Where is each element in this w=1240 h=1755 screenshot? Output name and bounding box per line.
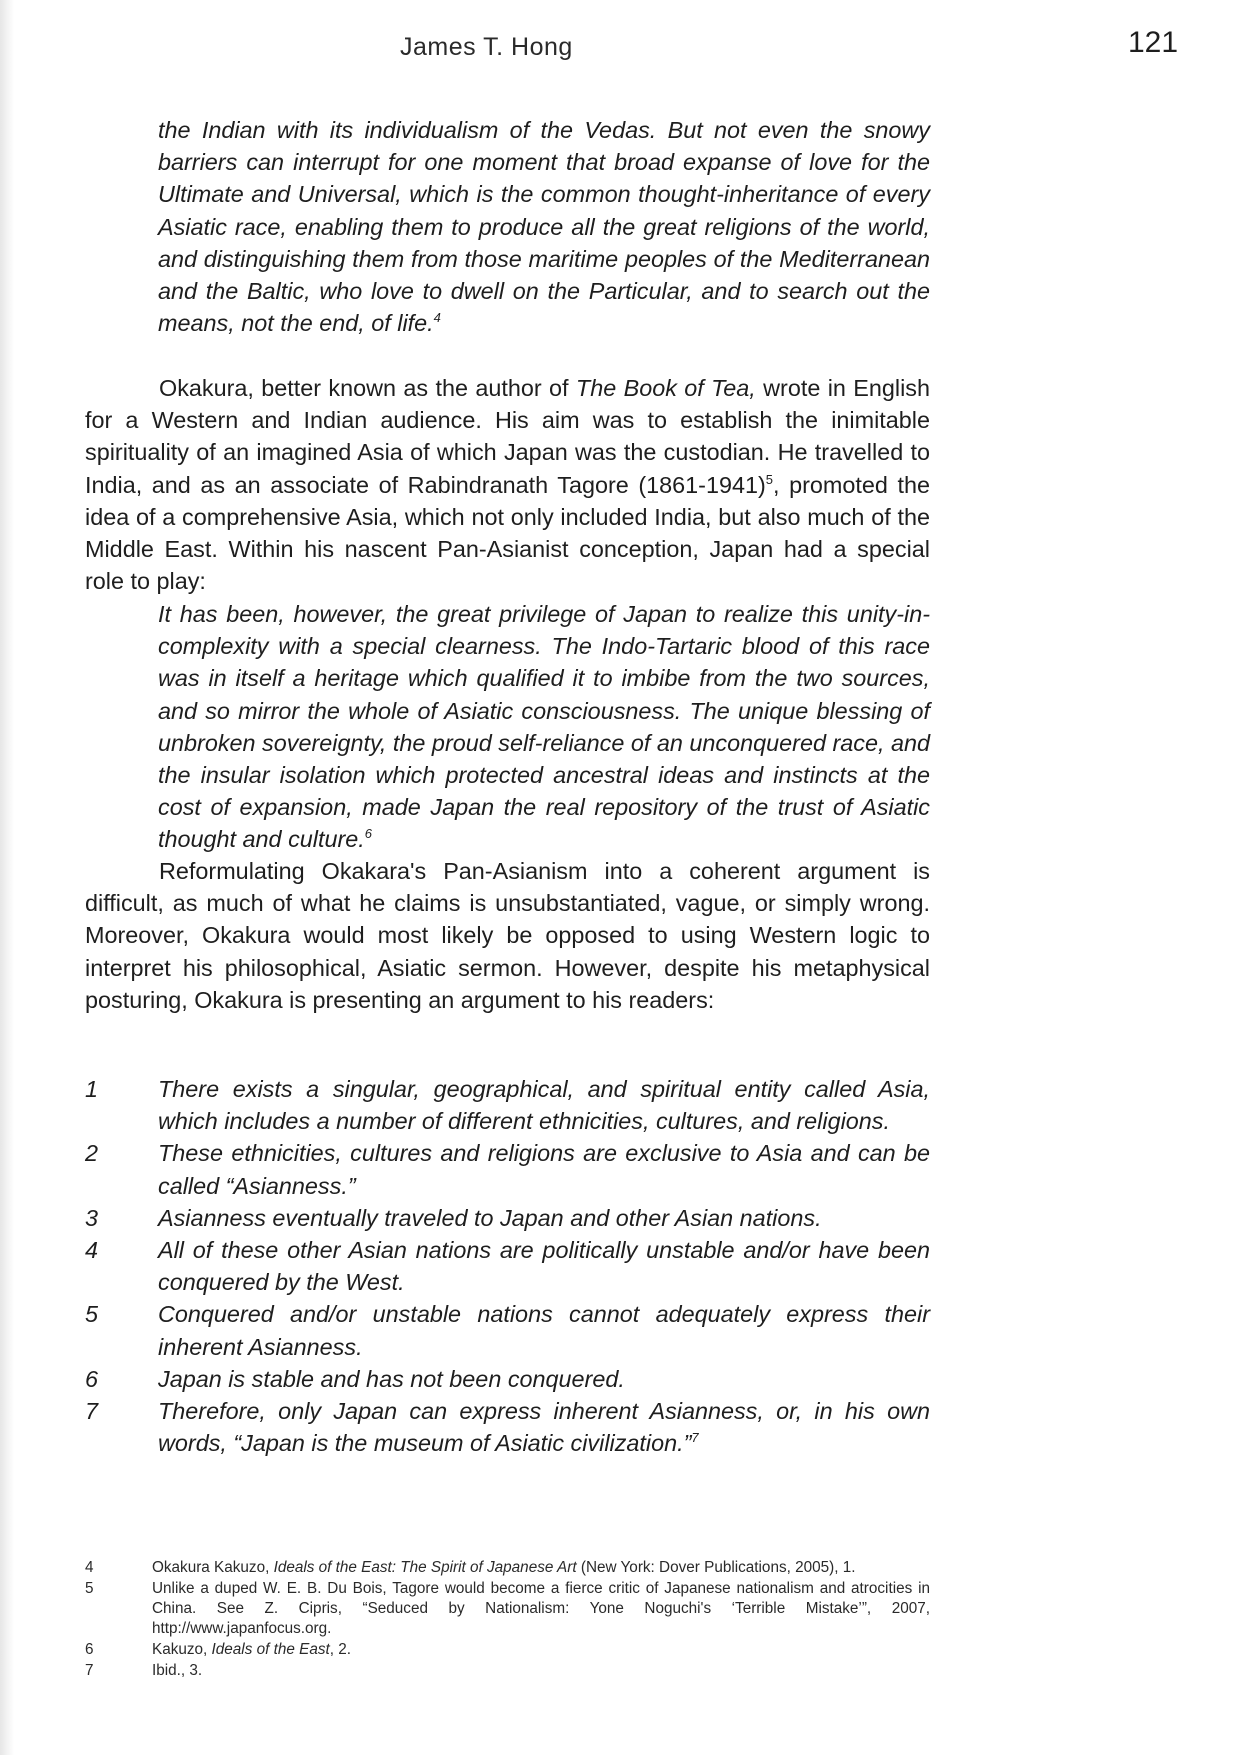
footnote-book-title: Ideals of the East <box>211 1641 330 1658</box>
footnote-text: Ibid., 3. <box>152 1662 203 1679</box>
footnote-number: 5 <box>85 1580 94 1597</box>
list-item-text: All of these other Asian nations are politically unstable and/or have been conquered by the West. <box>158 1237 930 1296</box>
block-quote-1 <box>158 114 930 339</box>
footnote-text-part: Kakuzo, <box>152 1641 212 1658</box>
list-item <box>85 1202 930 1234</box>
footnotes <box>85 1558 930 1682</box>
list-item <box>85 1073 930 1137</box>
list-item-text: Japan is stable and has not been conquered. <box>158 1365 625 1392</box>
running-header-author: James T. Hong <box>400 33 573 61</box>
argument-list <box>85 1073 930 1459</box>
list-item <box>85 1363 930 1395</box>
footnote-ref-6[interactable]: 6 <box>364 826 373 842</box>
paragraph-2 <box>85 855 930 1016</box>
paragraph-1-text-b: wrote in English for a Western and Indian audience. His aim was to establish the inimitable spirituality of an imagined Asia of which Japan was the custodian. He travelled to India, and as an associate of Rabindranath Tagore (1861-1941) <box>85 375 931 498</box>
footnote-text <box>152 1558 930 1578</box>
block-quote-2 <box>158 598 930 856</box>
paragraph-1-text-c: , promoted the idea of a comprehensive Asia, which not only included India, but also much of the Middle East. Within his nascent Pan-Asianist conception, Japan had a special role to play: <box>85 471 930 595</box>
list-item-number: 2 <box>85 1140 99 1167</box>
footnote-6 <box>85 1640 930 1660</box>
footnote-ref-4[interactable]: 4 <box>433 310 441 326</box>
list-item <box>85 1234 930 1298</box>
list-item-number: 6 <box>85 1365 99 1392</box>
footnote-number: 6 <box>85 1641 94 1658</box>
list-item-text: Therefore, only Japan can express inherent Asianness, or, in his own words, “Japan is the museum of Asiatic civilization.” <box>158 1398 930 1457</box>
footnote-number: 7 <box>85 1662 94 1679</box>
paragraph-1-text-a: Okakura, better known as the author of <box>159 375 576 401</box>
paragraph-2-body: Reformulating Okakara's Pan-Asianism into a coherent argument is difficult, as much of what he claims is unsubstantiated, vague, or simply wrong. Moreover, Okakura would most likely be opposed to using Western logic to interpret his philosophical, Asiatic sermon. However, despite his metaphysical posturing, Okakura is presenting an argument to his readers: <box>85 858 930 1013</box>
book-title-book-of-tea: The Book of Tea, <box>575 375 756 401</box>
list-item-number: 7 <box>85 1398 99 1425</box>
footnote-text: Unlike a duped W. E. B. Du Bois, Tagore would become a fierce critic of Japanese nationalism and atrocities in China. See Z. Cipris, “Seduced by Nationalism: Yone Noguchi's ‘Terrible Mistake’”, 2007, http://www.japanfocus.org. <box>152 1580 930 1637</box>
page-number: 121 <box>1128 26 1179 59</box>
block-quote-2-text: It has been, however, the great privilege of Japan to realize this unity-in-complexity with a special clearness. The Indo-Tartaric blood of this race was in itself a heritage which qualified it to imbibe from the two sources, and so mirror the whole of Asiatic consciousness. The unique blessing of unbroken sovereignty, the proud self-reliance of an unconquered race, and the insular isolation which protected ancestral ideas and instincts at the cost of expansion, made Japan the real repository of the trust of Asiatic thought and culture. <box>158 601 930 853</box>
list-item-text: Asianness eventually traveled to Japan and other Asian nations. <box>158 1204 822 1231</box>
footnote-text-part: (New York: Dover Publications, 2005), 1. <box>576 1559 856 1576</box>
list-item-number: 1 <box>85 1076 99 1102</box>
list-item <box>85 1395 930 1459</box>
footnote-7 <box>85 1661 930 1681</box>
list-item-text-final <box>158 1395 930 1459</box>
paragraph-1-body <box>85 372 930 597</box>
list-item-text: These ethnicities, cultures and religions are exclusive to Asia and can be called “Asianness.” <box>158 1140 930 1199</box>
footnote-text-part: , 2. <box>329 1641 351 1658</box>
footnote-4 <box>85 1558 930 1578</box>
list-item <box>85 1137 930 1201</box>
footnote-5 <box>85 1579 930 1639</box>
list-item-text: There exists a singular, geographical, and spiritual entity called Asia, which includes a number of different ethnicities, cultures, and religions. <box>158 1076 930 1135</box>
footnote-ref-5[interactable]: 5 <box>765 471 774 487</box>
footnote-text <box>152 1640 930 1660</box>
list-item <box>85 1298 930 1362</box>
list-item-number: 5 <box>85 1301 99 1328</box>
list-item-number: 3 <box>85 1204 99 1231</box>
footnote-ref-7[interactable]: 7 <box>691 1430 699 1446</box>
block-quote-1-text: the Indian with its individualism of the Vedas. But not even the snowy barriers can interrupt for one moment that broad expanse of love for the Ultimate and Universal, which is the common thought-inheritance of every Asiatic race, enabling them to produce all the great religions of the world, and distinguishing them from those maritime peoples of the Mediterranean and the Baltic, who love to dwell on the Particular, and to search out the means, not the end, of life. <box>158 117 930 337</box>
list-item-text: Conquered and/or unstable nations cannot adequately express their inherent Asianness. <box>158 1301 930 1360</box>
footnote-book-title: Ideals of the East: The Spirit of Japanese Art <box>273 1559 577 1576</box>
footnote-text-part: Okakura Kakuzo, <box>152 1559 274 1576</box>
footnote-number: 4 <box>85 1559 94 1576</box>
scan-edge-shadow <box>0 0 14 1755</box>
list-item-number: 4 <box>85 1237 99 1264</box>
paragraph-1 <box>85 372 930 597</box>
